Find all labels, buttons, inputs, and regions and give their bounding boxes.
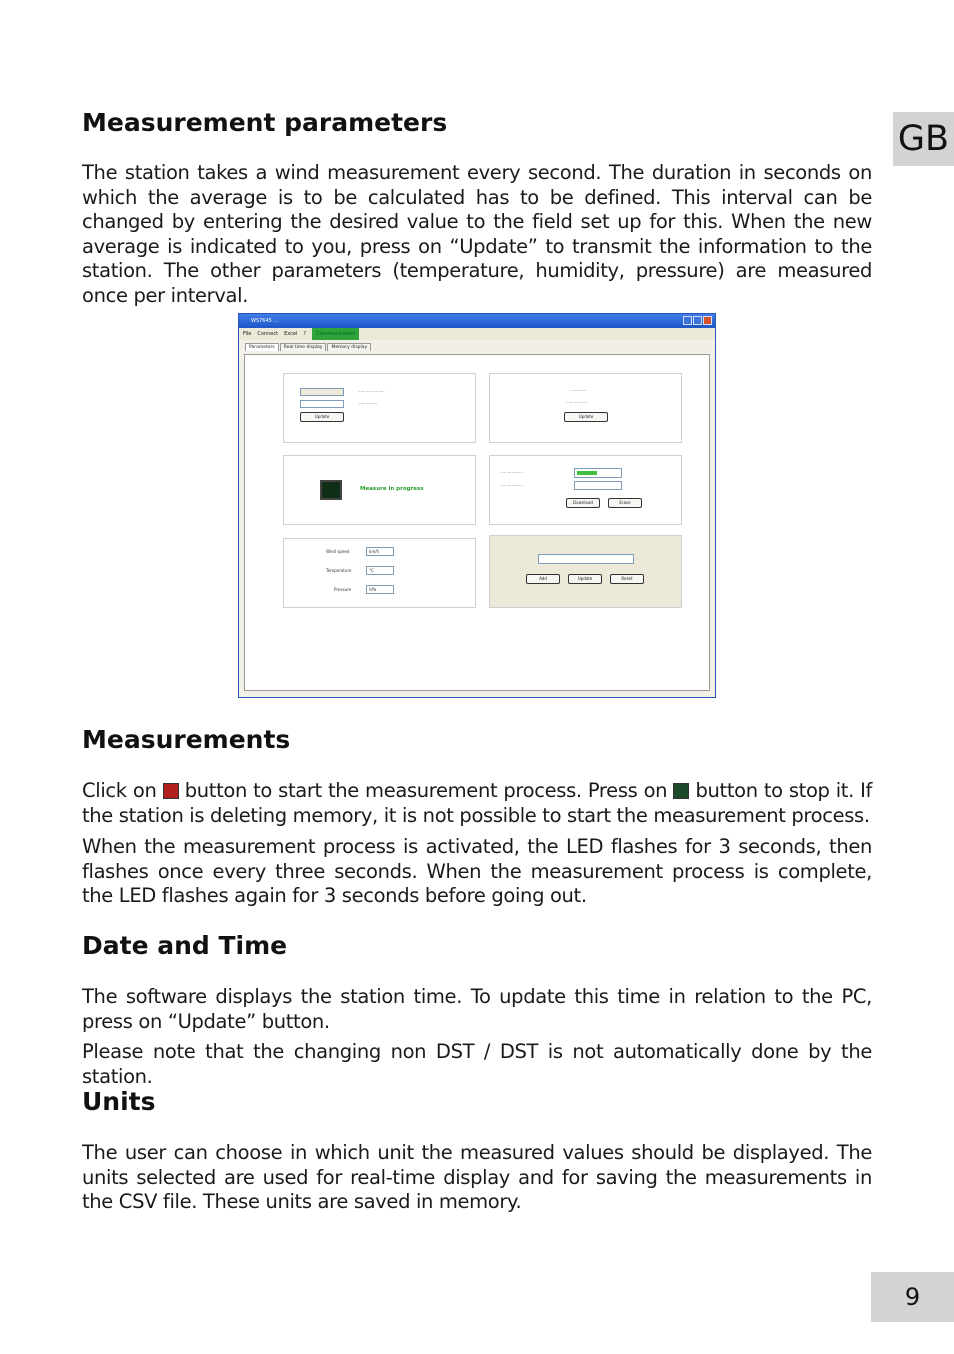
parameters-panel bbox=[244, 354, 710, 691]
update-location-button: Update bbox=[568, 574, 602, 584]
wind-speed-select: km/h bbox=[366, 547, 394, 556]
temperature-select: °C bbox=[366, 566, 394, 575]
paragraph-measurement-parameters: The station takes a wind measurement every second. The duration in seconds on which the average is to be calculated has to be defined. This interval can be changed by entering the desired value to the field set up for this. When the new average is indicated to you, press on “Update” to transmit the information to the station. The other parameters (temperature, humidity, pressure) are measured once per interval. bbox=[82, 161, 872, 307]
group-units bbox=[283, 538, 476, 608]
pressure-select: hPa bbox=[366, 585, 394, 594]
group-date-time: ············· ················· Update bbox=[489, 373, 682, 443]
temperature-label: Temperature bbox=[326, 568, 352, 573]
paragraph-measurements-2: When the measurement process is activated, the LED flashes for 3 seconds, then flashes once every three seconds. When the measurement process is complete, the LED flashes again for 3 seconds before going out. bbox=[82, 835, 872, 908]
update-time-button: Update bbox=[564, 412, 608, 422]
group-localisation bbox=[489, 535, 682, 608]
heading-units: Units bbox=[82, 1087, 156, 1116]
group-measure bbox=[283, 455, 476, 525]
wind-speed-label: Wind speed bbox=[326, 549, 350, 554]
paragraph-date-time-1: The software displays the station time. To update this time in relation to the PC, press on “Update” button. bbox=[82, 985, 872, 1033]
heading-measurements: Measurements bbox=[82, 725, 291, 754]
menu-file: File bbox=[243, 331, 252, 337]
start-icon bbox=[163, 783, 179, 799]
window-controls bbox=[683, 316, 712, 325]
pressure-label: Pressure bbox=[334, 587, 352, 592]
update-average-button: Update bbox=[300, 412, 344, 422]
menu-communication: Communication bbox=[312, 328, 359, 340]
erase-button: Erase bbox=[608, 498, 642, 508]
heading-date-time: Date and Time bbox=[82, 931, 288, 960]
add-button: Add bbox=[526, 574, 560, 584]
paragraph-date-time-2: Please note that the changing non DST / DST is not automatically done by the station. bbox=[82, 1040, 872, 1088]
download-button: Download bbox=[566, 498, 600, 508]
paragraph-units: The user can choose in which unit the measured values should be displayed. The units selected are used for real-time display and for saving the measurements in the CSV file. These units are saved in memory. bbox=[82, 1141, 872, 1214]
text-stop-process: button to stop it. If the station is deleting memory, it is not possible to start the measurement process. bbox=[82, 779, 872, 827]
stop-icon bbox=[320, 480, 342, 500]
paragraph-measurements-1 bbox=[82, 779, 872, 828]
menu-excel: Excel bbox=[284, 331, 298, 337]
tab-real-time: Real time display bbox=[280, 343, 327, 351]
stop-icon bbox=[673, 783, 689, 799]
heading-measurement-parameters: Measurement parameters bbox=[82, 108, 448, 137]
text-start-process: button to start the measurement process. Press on bbox=[184, 779, 668, 802]
window-title: WS7645 ... bbox=[251, 318, 279, 324]
language-tab: GB bbox=[893, 112, 954, 166]
measure-status: Measure in progress bbox=[360, 486, 424, 492]
text-click-on: Click on bbox=[82, 779, 157, 802]
menu-bar bbox=[239, 328, 715, 340]
page-number: 9 bbox=[871, 1272, 954, 1322]
screenshot-tabs bbox=[239, 343, 715, 351]
tab-memory: Memory display bbox=[327, 343, 371, 351]
group-memory: ·················· ·················· Download Erase bbox=[489, 455, 682, 525]
menu-connect: Connect bbox=[257, 331, 279, 337]
tab-parameters: Parameters bbox=[245, 343, 279, 351]
reset-button: Reset bbox=[610, 574, 644, 584]
group-average: ····················· ··············· Update bbox=[283, 373, 476, 443]
window-titlebar bbox=[239, 314, 715, 328]
software-screenshot bbox=[238, 313, 716, 698]
menu-help: ? bbox=[303, 331, 306, 337]
